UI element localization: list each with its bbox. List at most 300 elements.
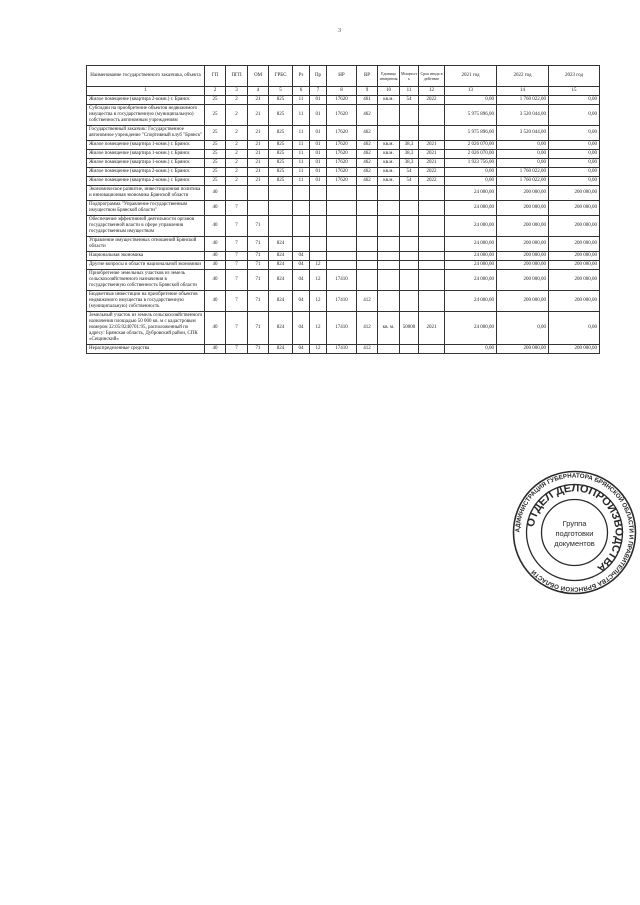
row-name: Управление имущественных отношений Брянской области (87, 237, 205, 252)
column-index: 3 (226, 87, 248, 96)
table-cell: 7 (226, 270, 248, 291)
table-header (87, 66, 600, 96)
table-cell: 2021 (419, 312, 445, 345)
table-cell: 21 (248, 141, 269, 150)
table-cell: 824 (269, 312, 293, 345)
table-cell: 0,00 (445, 177, 497, 186)
table-cell (327, 186, 357, 201)
table-cell: кв.м. (378, 96, 400, 105)
table-cell: 825 (269, 105, 293, 126)
table-cell (419, 186, 445, 201)
table-cell: 01 (310, 159, 327, 168)
table-cell: 54 (400, 96, 419, 105)
table-cell (378, 270, 400, 291)
table-cell (400, 186, 419, 201)
table-cell (400, 237, 419, 252)
table-cell (378, 237, 400, 252)
stamp-ring-text: ОТДЕЛ ДЕЛОПРОИЗВОДСТВА (524, 482, 625, 575)
table-cell: 7 (226, 291, 248, 312)
table-cell (310, 216, 327, 237)
table-cell (400, 270, 419, 291)
table-cell (400, 126, 419, 141)
table-row (87, 345, 600, 354)
table-cell (419, 201, 445, 216)
table-cell: 17620 (327, 96, 357, 105)
table-cell: 01 (310, 96, 327, 105)
table-cell: 11 (293, 141, 310, 150)
column-index: 14 (497, 87, 549, 96)
table-row (87, 216, 600, 237)
table-cell: 21 (248, 159, 269, 168)
table-cell: 71 (248, 216, 269, 237)
table-cell: 21 (248, 177, 269, 186)
table-cell: 01 (310, 126, 327, 141)
table-cell: 25 (205, 126, 226, 141)
table-cell: 40 (205, 201, 226, 216)
table-cell: 24 000,00 (445, 270, 497, 291)
budget-table-container (86, 65, 599, 354)
table-cell: 17410 (327, 291, 357, 312)
table-cell: 412 (357, 291, 378, 312)
table-cell: 25 (205, 177, 226, 186)
table-cell: 3 520 044,00 (497, 105, 549, 126)
table-cell: 2 (226, 177, 248, 186)
table-cell: кв.м. (378, 177, 400, 186)
table-cell: 2022 (419, 96, 445, 105)
table-cell: 54 (400, 177, 419, 186)
table-cell: 2 (226, 141, 248, 150)
table-row (87, 141, 600, 150)
table-cell: 0,00 (497, 312, 549, 345)
table-cell (378, 216, 400, 237)
table-cell (419, 216, 445, 237)
table-cell: 04 (293, 261, 310, 270)
table-cell: 11 (293, 150, 310, 159)
table-cell (327, 261, 357, 270)
table-cell: 200 000,00 (497, 291, 549, 312)
table-cell: 21 (248, 96, 269, 105)
table-cell: 0,00 (549, 159, 600, 168)
table-cell: 17620 (327, 177, 357, 186)
table-cell (293, 216, 310, 237)
table-cell: 200 000,00 (497, 270, 549, 291)
table-cell (357, 201, 378, 216)
table-cell (378, 105, 400, 126)
table-row (87, 159, 600, 168)
table-row (87, 201, 600, 216)
table-row (87, 186, 600, 201)
svg-text:Группа: Группа (562, 519, 587, 528)
table-cell: 0,00 (549, 150, 600, 159)
header-cell: ОМ (248, 66, 269, 87)
page-number: 3 (338, 28, 341, 34)
table-cell: 11 (293, 177, 310, 186)
table-cell: 0,00 (445, 96, 497, 105)
table-cell (419, 105, 445, 126)
table-cell (357, 216, 378, 237)
header-cell: Рз (293, 66, 310, 87)
table-cell: 04 (293, 345, 310, 354)
table-cell: 462 (357, 168, 378, 177)
table-cell (400, 261, 419, 270)
table-cell: 2 026 070,00 (445, 141, 497, 150)
table-row (87, 261, 600, 270)
table-cell: 50000 (400, 312, 419, 345)
table-cell: 01 (310, 177, 327, 186)
table-cell: 01 (310, 150, 327, 159)
table-cell (378, 291, 400, 312)
header-cell: ГП (205, 66, 226, 87)
table-cell: 0,00 (549, 96, 600, 105)
table-cell: 200 000,00 (497, 201, 549, 216)
table-cell: 40 (205, 291, 226, 312)
table-cell (293, 201, 310, 216)
table-cell: 24 000,00 (445, 201, 497, 216)
table-cell: 825 (269, 159, 293, 168)
table-cell (310, 237, 327, 252)
table-cell: 25 (205, 96, 226, 105)
table-cell: 24 000,00 (445, 291, 497, 312)
table-cell: 40 (205, 261, 226, 270)
table-row (87, 96, 600, 105)
table-cell: 7 (226, 201, 248, 216)
table-cell: 12 (310, 291, 327, 312)
row-name: Земельный участок из земель сельскохозяйственного назначения площадью 50 000 кв. м с кадастровым номером 32:05:0240701:95, расположенный по адресу: Брянская область, Дубровский район, СПК «Сещинский» (87, 312, 205, 345)
table-cell (378, 261, 400, 270)
table-cell: 200 000,00 (497, 252, 549, 261)
table-cell (357, 237, 378, 252)
table-cell: 38,3 (400, 159, 419, 168)
table-cell: 7 (226, 252, 248, 261)
table-cell: 824 (269, 237, 293, 252)
table-cell: 825 (269, 150, 293, 159)
table-cell: 200 000,00 (497, 216, 549, 237)
table-cell: 17620 (327, 168, 357, 177)
header-cell: 2022 год (497, 66, 549, 87)
table-cell (226, 186, 248, 201)
table-cell: 200 000,00 (497, 345, 549, 354)
table-cell: 825 (269, 126, 293, 141)
table-cell: 24 000,00 (445, 252, 497, 261)
table-cell: 2 (226, 150, 248, 159)
table-row (87, 105, 600, 126)
table-cell (419, 270, 445, 291)
row-name: Субсидии на приобретение объектов недвижимого имущества в государственную (муниципальную) собственность автономным учреждениям (87, 105, 205, 126)
row-name: Жилое помещение (квартира 1-комн.) г. Брянск (87, 150, 205, 159)
table-cell (400, 105, 419, 126)
table-cell: 200 000,00 (549, 186, 600, 201)
table-cell: 5 975 896,00 (445, 126, 497, 141)
table-cell: 462 (357, 126, 378, 141)
table-cell: 17620 (327, 150, 357, 159)
table-cell: 200 000,00 (497, 186, 549, 201)
table-cell (400, 291, 419, 312)
column-index: 6 (293, 87, 310, 96)
column-index: 2 (205, 87, 226, 96)
header-cell: Срок ввода в действие (419, 66, 445, 87)
table-cell: 0,00 (445, 168, 497, 177)
stamp-center-text (554, 519, 595, 548)
column-index: 8 (327, 87, 357, 96)
table-cell (400, 201, 419, 216)
row-name: Подпрограмма "Управление государственным имуществом Брянской области" (87, 201, 205, 216)
table-cell: 461 (357, 96, 378, 105)
table-cell (248, 186, 269, 201)
table-cell: 0,00 (497, 150, 549, 159)
table-cell: 17620 (327, 126, 357, 141)
table-cell: 04 (293, 312, 310, 345)
table-cell: 824 (269, 270, 293, 291)
table-cell: 12 (310, 270, 327, 291)
table-cell: 01 (310, 168, 327, 177)
table-cell (419, 237, 445, 252)
table-cell: 2 (226, 96, 248, 105)
header-cell: Пр (310, 66, 327, 87)
table-cell: 24 000,00 (445, 216, 497, 237)
table-cell: 12 (310, 261, 327, 270)
table-cell: 71 (248, 312, 269, 345)
table-cell: 01 (310, 141, 327, 150)
table-cell: 412 (357, 345, 378, 354)
svg-text:документов: документов (554, 539, 595, 548)
table-cell (400, 216, 419, 237)
table-cell: 824 (269, 252, 293, 261)
row-name: Жилое помещение (квартира 2-комн.) г. Брянск (87, 96, 205, 105)
table-cell: 17620 (327, 159, 357, 168)
table-cell: 71 (248, 291, 269, 312)
budget-table (86, 65, 600, 354)
table-row (87, 150, 600, 159)
table-cell: 2021 (419, 141, 445, 150)
table-row (87, 168, 600, 177)
table-row (87, 237, 600, 252)
table-cell: 11 (293, 168, 310, 177)
table-cell: 11 (293, 96, 310, 105)
table-cell: 21 (248, 126, 269, 141)
table-cell (357, 252, 378, 261)
column-index: 4 (248, 87, 269, 96)
row-name: Бюджетные инвестиции на приобретение объектов недвижимого имущества в государственную (муниципальную) собственность (87, 291, 205, 312)
table-cell: 1 760 022,00 (497, 168, 549, 177)
table-cell: 200 000,00 (549, 216, 600, 237)
table-cell (419, 252, 445, 261)
table-cell: 2 026 070,00 (445, 150, 497, 159)
table-cell (310, 252, 327, 261)
table-cell: 0,00 (549, 168, 600, 177)
table-cell (269, 201, 293, 216)
column-index: 9 (357, 87, 378, 96)
table-cell (400, 252, 419, 261)
row-name: Жилое помещение (квартира 1-комн.) г. Брянск (87, 141, 205, 150)
header-cell: ГРБС (269, 66, 293, 87)
table-cell: 462 (357, 141, 378, 150)
table-cell: 21 (248, 105, 269, 126)
header-cell: ПГП (226, 66, 248, 87)
table-cell (327, 237, 357, 252)
table-cell: 40 (205, 270, 226, 291)
table-cell: 0,00 (549, 141, 600, 150)
table-cell: 21 (248, 150, 269, 159)
table-cell: 40 (205, 345, 226, 354)
table-cell: 2021 (419, 150, 445, 159)
table-cell: 200 000,00 (549, 237, 600, 252)
table-cell (378, 345, 400, 354)
table-cell: 7 (226, 237, 248, 252)
header-cell: ВР (357, 66, 378, 87)
table-cell: 1 923 756,00 (445, 159, 497, 168)
table-cell: 0,00 (549, 177, 600, 186)
table-body (87, 96, 600, 354)
table-cell: 2 (226, 105, 248, 126)
table-cell: 01 (310, 105, 327, 126)
stamp-outer-text: АДМИНИСТРАЦИЯ ГУБЕРНАТОРА БРЯНСКОЙ ОБЛАСТИ И ПРАВИТЕЛЬСТВА БРЯНСКОЙ ОБЛАСТИ (514, 472, 635, 593)
table-cell: 825 (269, 168, 293, 177)
table-cell: 40 (205, 216, 226, 237)
table-cell: 462 (357, 150, 378, 159)
column-index: 7 (310, 87, 327, 96)
table-cell: 71 (248, 252, 269, 261)
column-index: 1 (87, 87, 205, 96)
table-cell: 1 760 022,00 (497, 177, 549, 186)
table-cell (378, 201, 400, 216)
table-cell: 200 000,00 (497, 237, 549, 252)
table-cell: 04 (293, 270, 310, 291)
table-cell: 200 000,00 (549, 270, 600, 291)
table-cell: 7 (226, 216, 248, 237)
table-row (87, 270, 600, 291)
table-cell: 0,00 (497, 159, 549, 168)
column-index: 11 (400, 87, 419, 96)
table-cell: 200 000,00 (549, 291, 600, 312)
table-cell (378, 126, 400, 141)
table-cell (378, 252, 400, 261)
table-cell: 412 (357, 312, 378, 345)
table-cell (248, 201, 269, 216)
table-cell (419, 345, 445, 354)
table-cell: 71 (248, 270, 269, 291)
table-cell (378, 186, 400, 201)
row-name: Жилое помещение (квартира 2-комн.) г. Брянск (87, 168, 205, 177)
table-cell (310, 186, 327, 201)
table-cell: 25 (205, 150, 226, 159)
table-cell: 824 (269, 261, 293, 270)
table-cell: 1 760 022,00 (497, 96, 549, 105)
table-cell: 2 (226, 126, 248, 141)
table-cell: 11 (293, 159, 310, 168)
table-cell: 462 (357, 177, 378, 186)
table-cell: 7 (226, 312, 248, 345)
table-cell: 12 (310, 312, 327, 345)
table-cell: 17620 (327, 141, 357, 150)
table-row (87, 126, 600, 141)
table-cell: 40 (205, 252, 226, 261)
table-cell (269, 186, 293, 201)
table-cell: 24 000,00 (445, 261, 497, 270)
row-name: Обеспечение эффективной деятельности органов государственной власти в сфере управления государственным имуществом (87, 216, 205, 237)
table-cell: 2021 (419, 159, 445, 168)
table-cell: 11 (293, 105, 310, 126)
table-cell: 40 (205, 186, 226, 201)
table-cell (310, 201, 327, 216)
column-index: 12 (419, 87, 445, 96)
table-row (87, 177, 600, 186)
table-cell (293, 237, 310, 252)
table-cell (419, 291, 445, 312)
table-cell: 71 (248, 261, 269, 270)
table-row (87, 252, 600, 261)
table-cell: кв. м. (378, 312, 400, 345)
table-cell (357, 186, 378, 201)
table-cell: кв.м. (378, 150, 400, 159)
table-cell: 71 (248, 345, 269, 354)
table-cell: 17620 (327, 105, 357, 126)
table-cell: 0,00 (549, 105, 600, 126)
table-cell: 25 (205, 168, 226, 177)
row-name: Государственный заказчик: Государственное автономное учреждение "Спортивный клуб "Брянск" (87, 126, 205, 141)
header-cell: Мощност ь (400, 66, 419, 87)
table-cell (327, 201, 357, 216)
table-cell (419, 261, 445, 270)
table-cell: 2 (226, 159, 248, 168)
table-cell: 17410 (327, 312, 357, 345)
column-index: 5 (269, 87, 293, 96)
table-cell: 11 (293, 126, 310, 141)
table-cell (327, 216, 357, 237)
table-cell: 12 (310, 345, 327, 354)
row-name: Нераспределенные средства (87, 345, 205, 354)
table-cell: кв.м. (378, 168, 400, 177)
row-name: Жилое помещение (квартира 2-комн.) г. Брянск (87, 177, 205, 186)
table-cell: 0,00 (549, 312, 600, 345)
table-cell: 0,00 (445, 345, 497, 354)
table-cell (327, 252, 357, 261)
table-cell: 25 (205, 105, 226, 126)
table-cell (293, 186, 310, 201)
column-index: 10 (378, 87, 400, 96)
table-cell: 3 520 044,00 (497, 126, 549, 141)
svg-text:подготовки: подготовки (555, 529, 594, 538)
table-cell: 825 (269, 177, 293, 186)
table-cell: 200 000,00 (549, 252, 600, 261)
row-name: Экономическое развитие, инвестиционная политика и инновационная экономика Брянской области (87, 186, 205, 201)
table-cell: 824 (269, 345, 293, 354)
column-index: 15 (549, 87, 600, 96)
table-cell: 17410 (327, 345, 357, 354)
table-cell: 462 (357, 105, 378, 126)
table-cell: кв.м. (378, 159, 400, 168)
table-cell: 04 (293, 252, 310, 261)
table-cell: 40 (205, 312, 226, 345)
table-cell: 71 (248, 237, 269, 252)
table-cell: 24 000,00 (445, 237, 497, 252)
column-index: 13 (445, 87, 497, 96)
header-cell: Единица измерения (378, 66, 400, 87)
table-cell: кв.м. (378, 141, 400, 150)
row-name: Другие вопросы в области национальной экономики (87, 261, 205, 270)
header-cell: 2021 год (445, 66, 497, 87)
table-cell: 54 (400, 168, 419, 177)
table-cell (419, 126, 445, 141)
table-cell (400, 345, 419, 354)
table-cell: 0,00 (497, 141, 549, 150)
table-cell: 24 000,00 (445, 186, 497, 201)
table-cell: 2022 (419, 177, 445, 186)
table-cell: 17410 (327, 270, 357, 291)
table-cell: 200 000,00 (497, 261, 549, 270)
table-cell: 5 975 896,00 (445, 105, 497, 126)
table-cell: 04 (293, 291, 310, 312)
table-cell: 2022 (419, 168, 445, 177)
